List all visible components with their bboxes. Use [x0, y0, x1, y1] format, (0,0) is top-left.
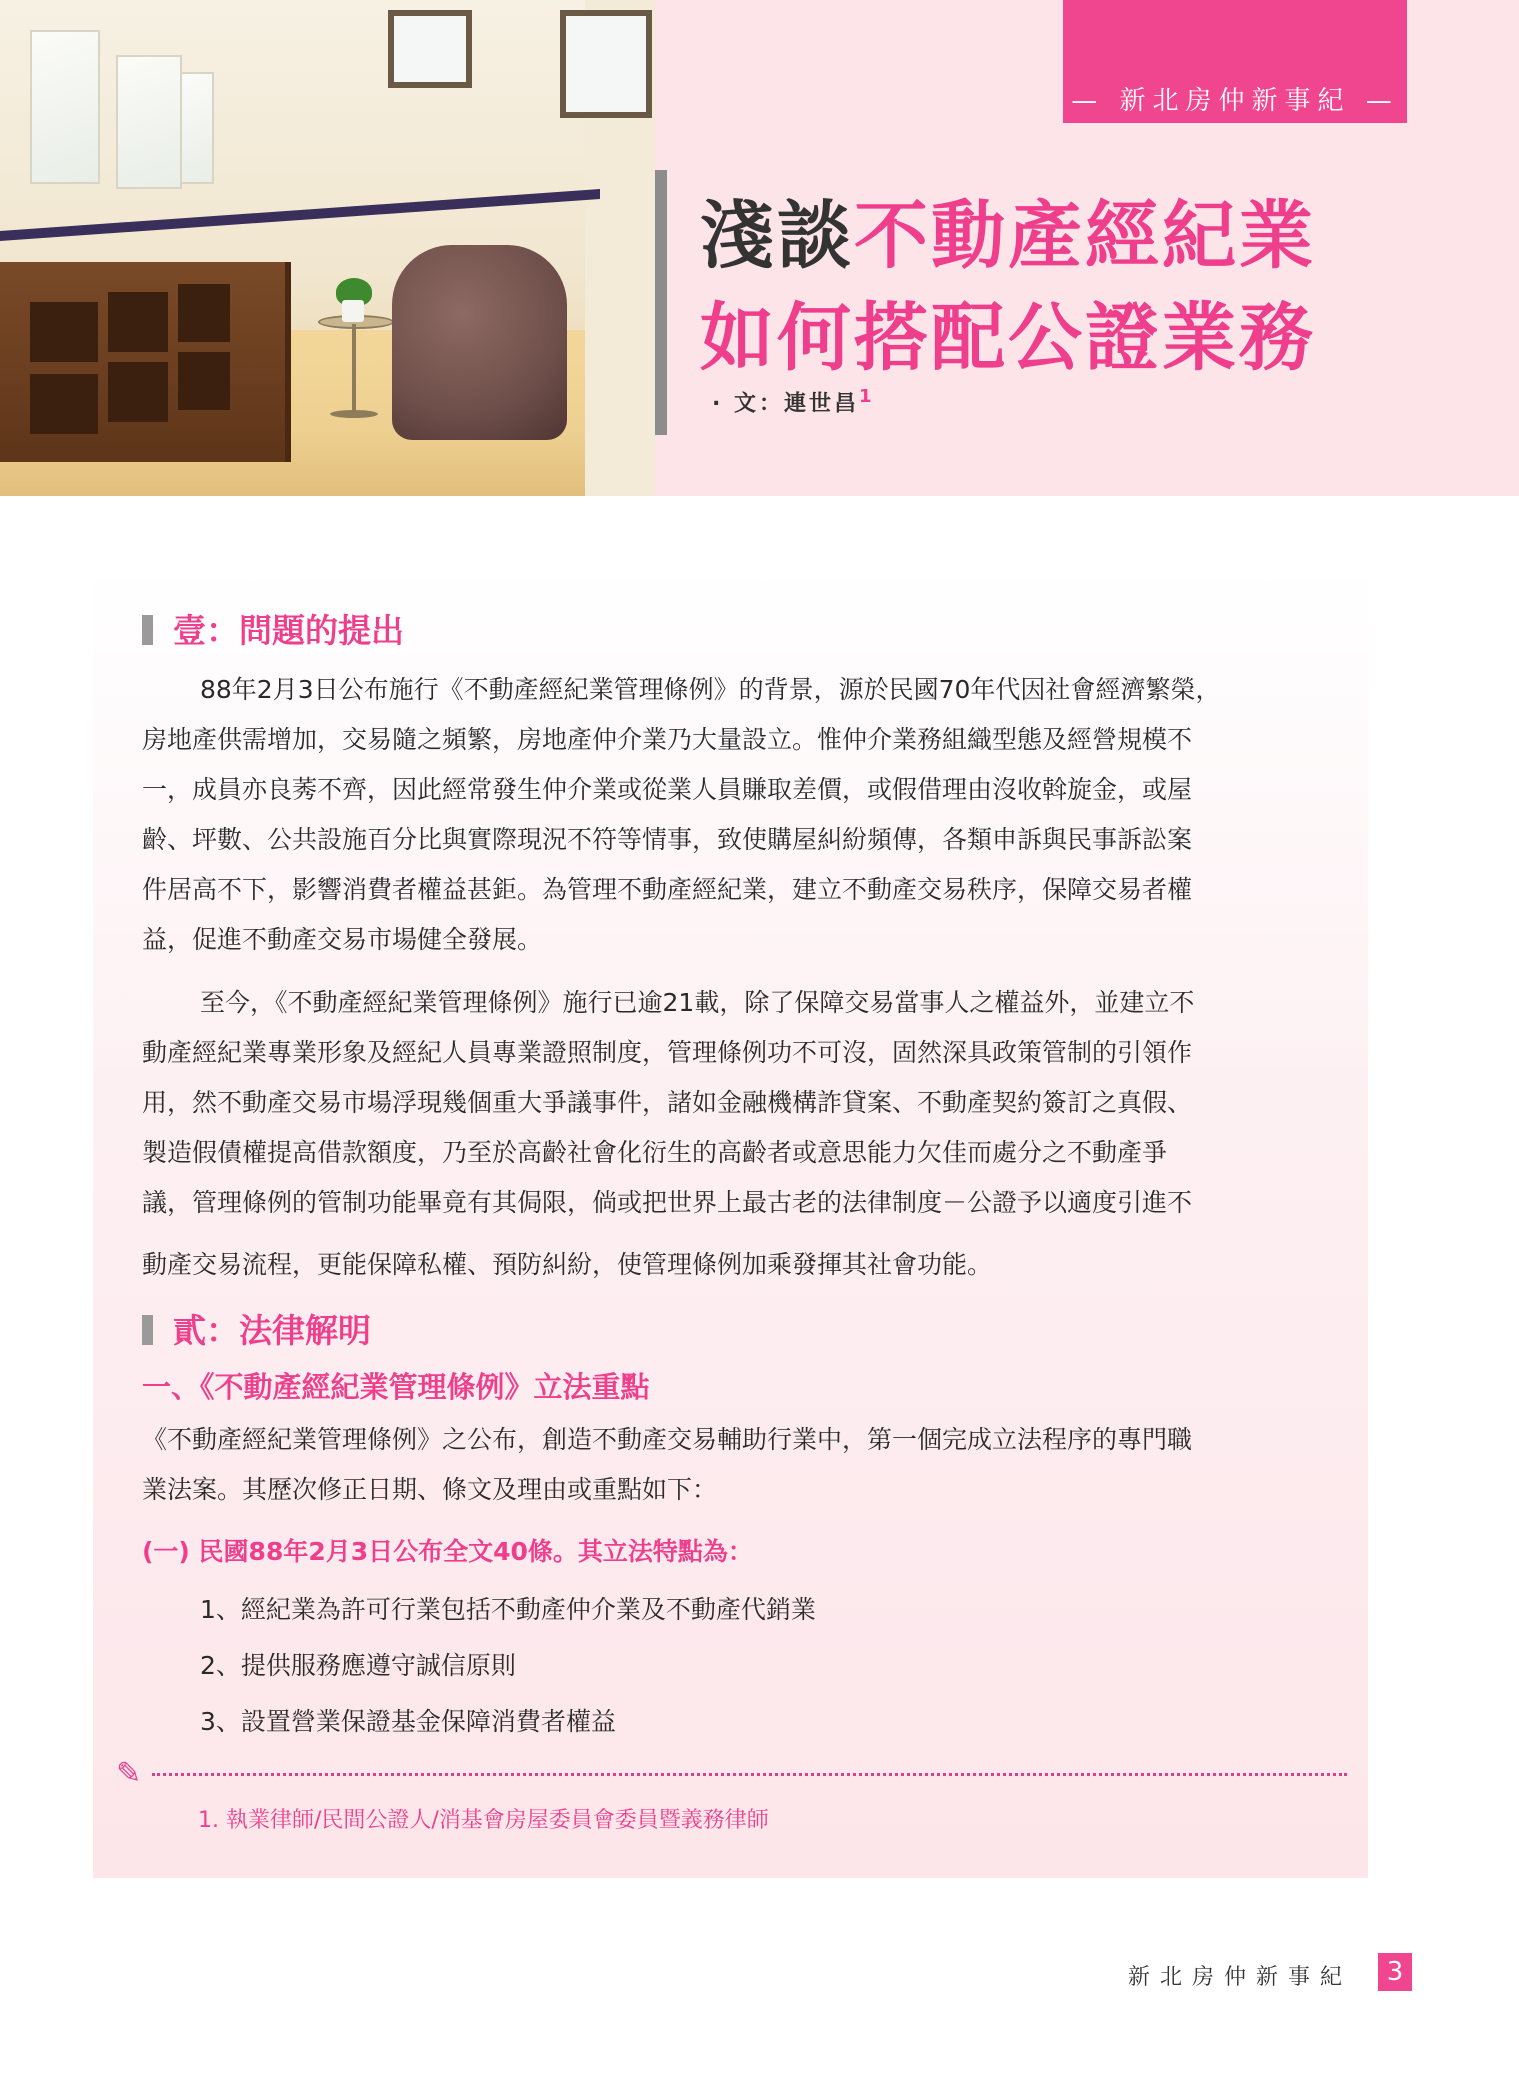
paragraph-line: 件居高不下，影響消費者權益甚鉅。為管理不動產經紀業，建立不動產交易秩序，保障交易者權	[142, 875, 1193, 904]
paragraph-line: 製造假債權提高借款額度，乃至於高齡社會化衍生的高齡者或意思能力欠佳而處分之不動產爭	[142, 1138, 1168, 1167]
title-gray-part: 淺談	[700, 193, 854, 279]
photo-wall-art-2	[116, 55, 182, 189]
list-item: 3、設置營業保證基金保障消費者權益	[200, 1707, 616, 1736]
section-1-heading: 壹：問題的提出	[142, 605, 404, 652]
title-pink-part-1: 不動產經紀業	[854, 193, 1316, 279]
author-byline	[712, 386, 875, 417]
photo-window-2	[560, 10, 652, 118]
footnote-divider	[152, 1773, 1347, 1776]
footer-magazine-name: 新北房仲新事紀	[1128, 1965, 1353, 1990]
page-number: 3	[1378, 1953, 1412, 1991]
title-pink-part-2: 如何搭配公證業務	[700, 295, 1316, 381]
heading-bar	[142, 615, 153, 645]
footnote: 1. 執業律師/民間公證人/消基會房屋委員會委員暨義務律師	[198, 1808, 769, 1833]
heading-bar	[142, 1315, 153, 1345]
photo-wall-rail	[0, 189, 600, 241]
paragraph-line: 益，促進不動產交易市場健全發展。	[142, 925, 543, 954]
paragraph-line: 房地產供需增加，交易隨之頻繁，房地產仲介業乃大量設立。惟仲介業務組織型態及經營規模不	[142, 725, 1193, 754]
photo-armchair	[392, 245, 567, 440]
photo-window-1	[388, 10, 472, 88]
paragraph-line: 用，然不動產交易市場浮現幾個重大爭議事件，諸如金融機構詐貸案、不動產契約簽訂之真假、	[142, 1088, 1193, 1117]
article-title	[700, 185, 1316, 389]
paragraph-line: 動產交易流程，更能保障私權、預防糾紛，使管理條例加乘發揮其社會功能。	[142, 1250, 993, 1279]
paragraph-line: 一，成員亦良莠不齊，因此經常發生仲介業或從業人員賺取差價，或假借理由沒收斡旋金，或屋	[142, 775, 1193, 804]
paragraph-line: 議，管理條例的管制功能畢竟有其侷限，倘或把世界上最古老的法律制度－公證予以適度引進不	[142, 1188, 1193, 1217]
paragraph-line: 動產經紀業專業形象及經紀人員專業證照制度，管理條例功不可沒，固然深具政策管制的引領作	[142, 1038, 1193, 1067]
list-item: 1、經紀業為許可行業包括不動產仲介業及不動產代銷業	[200, 1595, 816, 1624]
point-heading: (一) 民國88年2月3日公布全文40條。其立法特點為：	[142, 1537, 753, 1566]
byline-footnote-marker: 1	[859, 386, 875, 407]
section-2-intro-line: 業法案。其歷次修正日期、條文及理由或重點如下：	[142, 1475, 718, 1504]
magazine-tag-label: — 新北房仲新事紀 —	[1071, 86, 1399, 116]
byline-text: · 文：連世昌	[712, 391, 860, 417]
photo-wall-art-3	[180, 72, 214, 184]
paragraph-line: 齡、坪數、公共設施百分比與實際現況不符等情事，致使購屋糾紛頻傳，各類申訴與民事訴訟案	[142, 825, 1193, 854]
photo-wall-art-1	[30, 30, 100, 184]
section-2-intro-line: 《不動產經紀業管理條例》之公布，創造不動產交易輔助行業中，第一個完成立法程序的專門職	[142, 1425, 1193, 1454]
section-2-heading: 貳：法律解明	[142, 1305, 371, 1352]
pen-icon: ✎	[116, 1756, 142, 1791]
header-photo-interior-room	[0, 0, 655, 496]
magazine-tag	[1063, 0, 1407, 123]
paragraph-line: 至今，《不動產經紀業管理條例》施行已逾21載，除了保障交易當事人之權益外，並建立不	[200, 988, 1195, 1017]
list-item: 2、提供服務應遵守誠信原則	[200, 1651, 516, 1680]
paragraph-line: 88年2月3日公布施行《不動產經紀業管理條例》的背景，源於民國70年代因社會經濟繁榮，	[200, 675, 1221, 704]
photo-bookshelf	[0, 262, 291, 462]
header-gray-bar	[655, 170, 667, 435]
section-2-subheading: 一、《不動產經紀業管理條例》立法重點	[142, 1370, 650, 1404]
